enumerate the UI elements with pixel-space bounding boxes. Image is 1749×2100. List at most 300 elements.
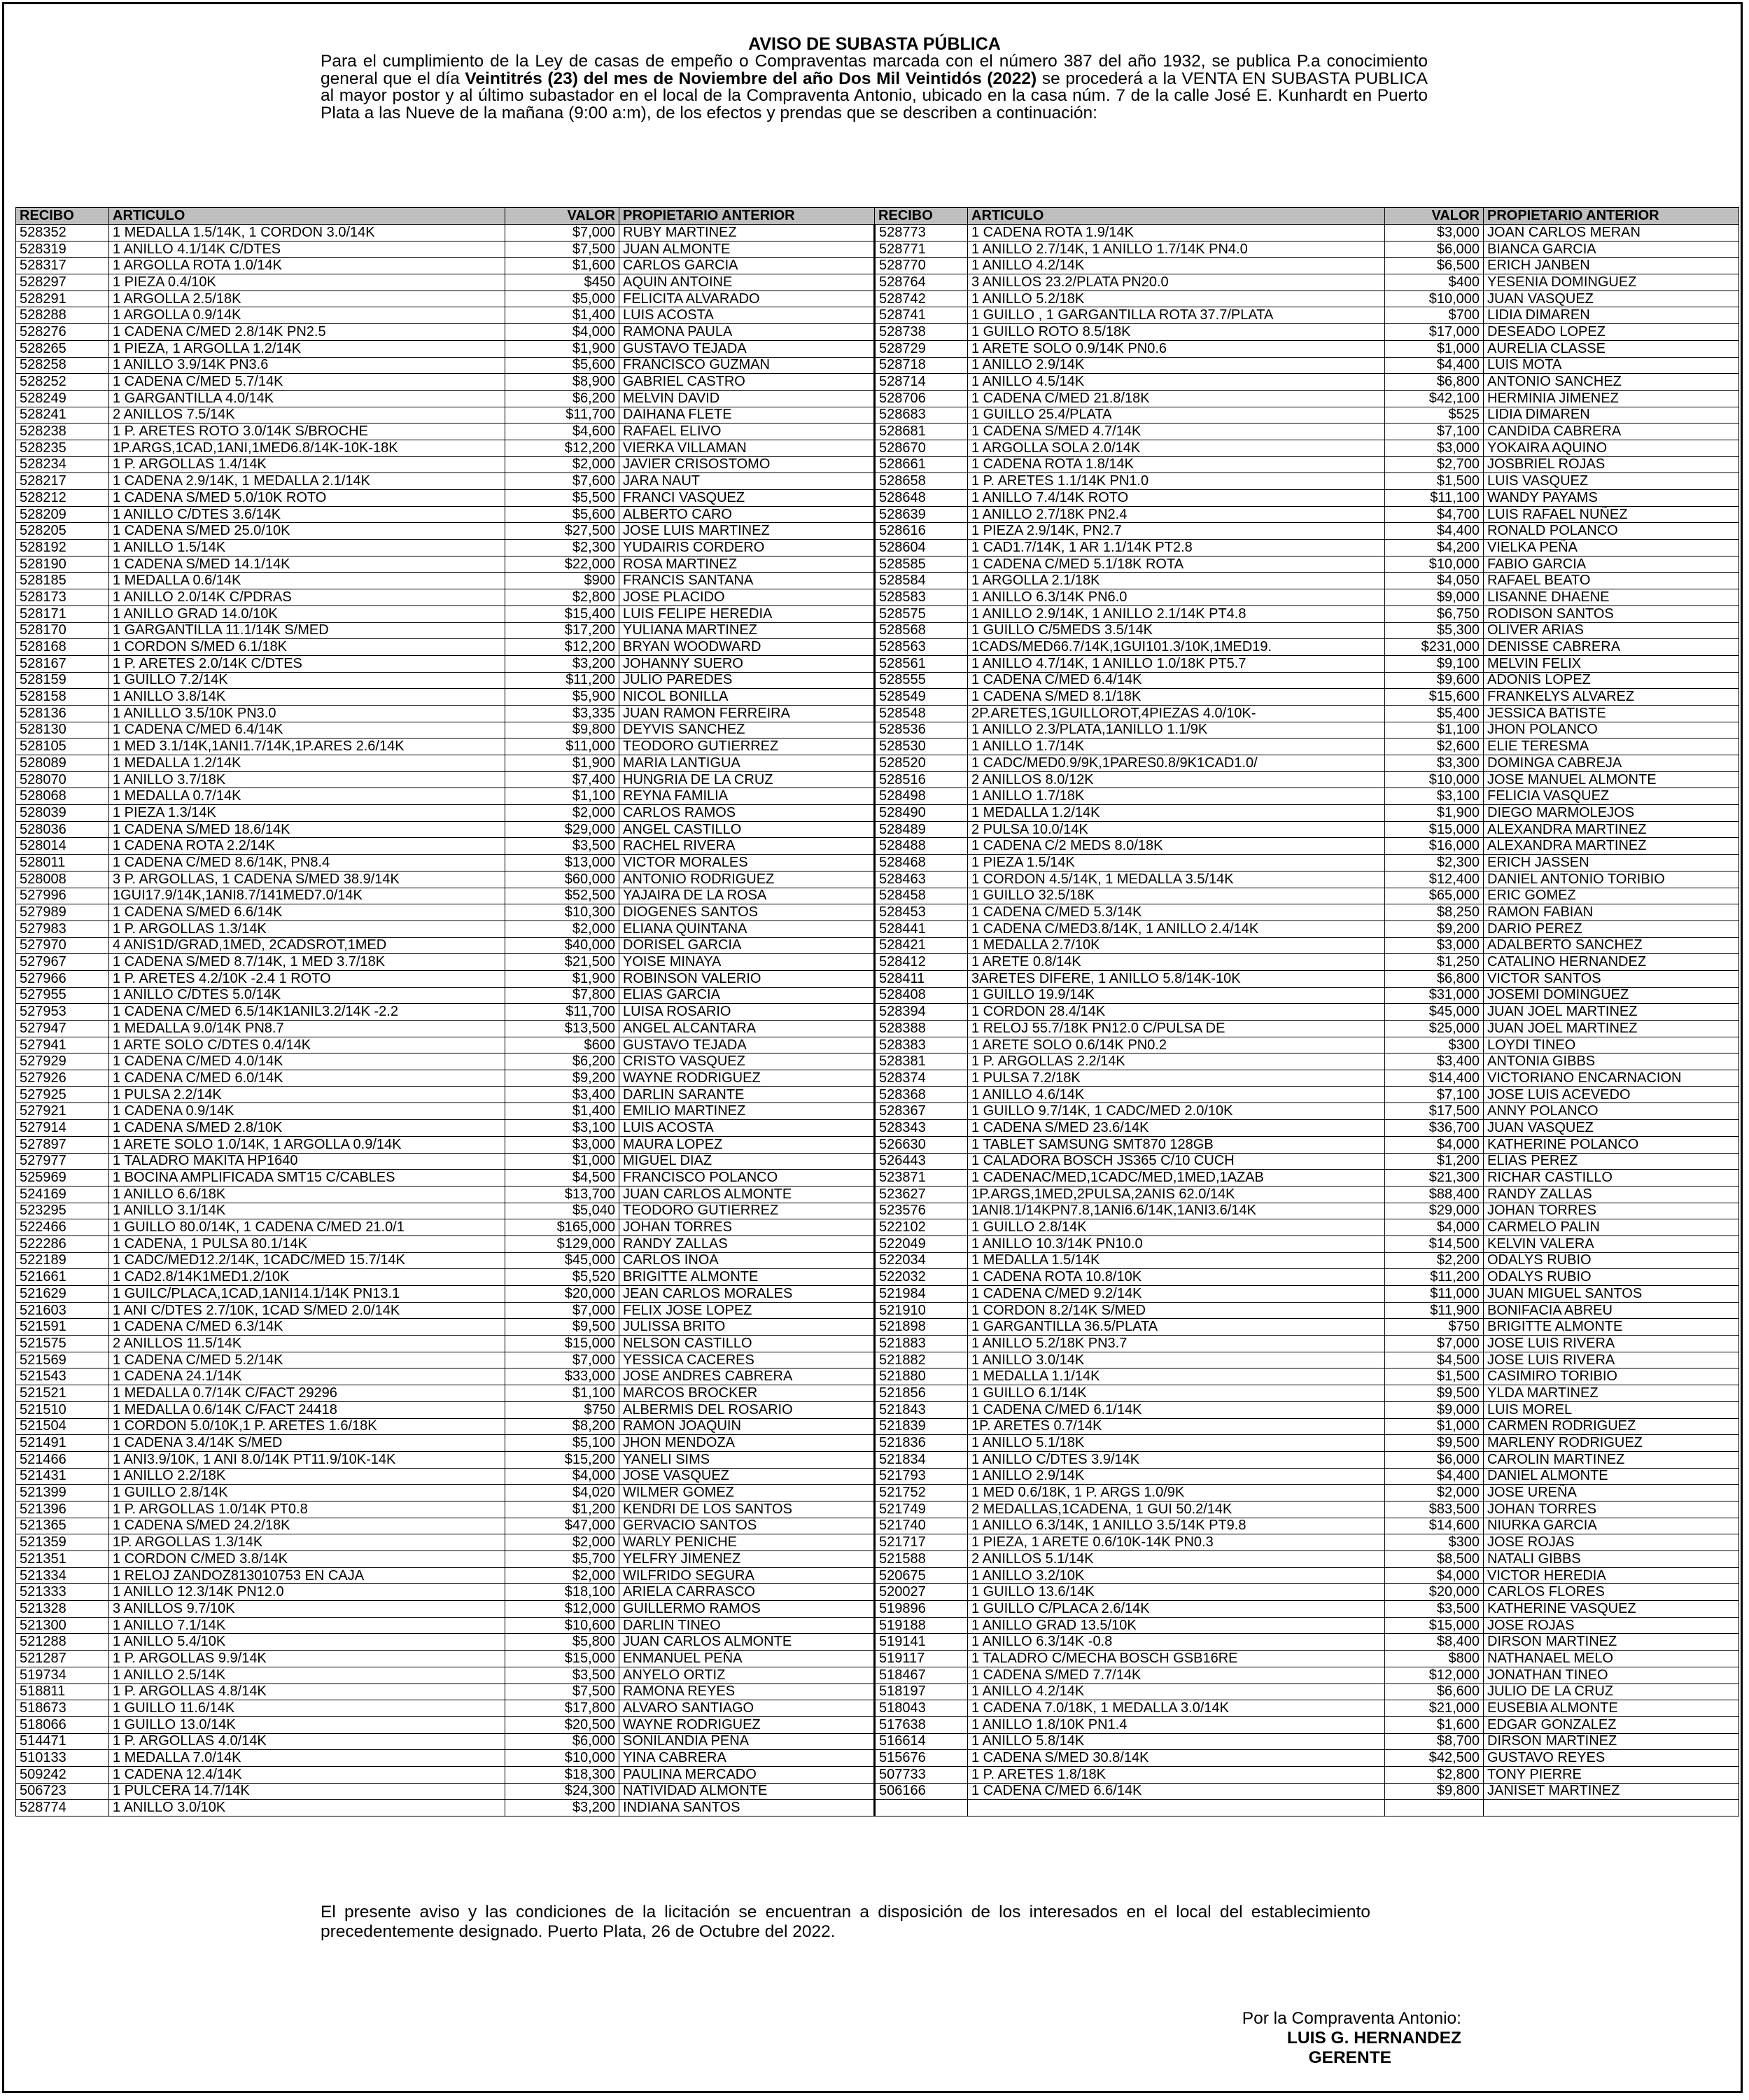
valor-cell: $20,500 [505, 1716, 619, 1733]
propietario-cell: ALVARO SANTIAGO [619, 1700, 875, 1717]
propietario-cell: ELIE TERESMA [1484, 738, 1739, 755]
articulo-cell: 1 P. ARGOLLAS 1.3/14K [109, 920, 505, 937]
articulo-cell: 1 MEDALLA 2.7/10K [968, 937, 1385, 954]
recibo-cell: 528468 [875, 855, 968, 872]
recibo-cell: 527967 [16, 954, 109, 971]
valor-cell: $9,200 [505, 1070, 619, 1087]
valor-cell: $9,000 [1385, 1401, 1484, 1418]
propietario-cell: JOHAN TORRES [619, 1219, 875, 1236]
articulo-cell: 1 ANILLO 3.8/14K [109, 689, 505, 706]
recibo-cell: 528490 [875, 805, 968, 822]
propietario-cell: WANDY PAYAMS [1484, 490, 1739, 507]
articulo-cell: 2 ANILLOS 8.0/12K [968, 771, 1385, 788]
recibo-cell: 521543 [16, 1368, 109, 1385]
valor-cell: $11,100 [1385, 490, 1484, 507]
valor-cell: $10,600 [505, 1617, 619, 1634]
recibo-cell: 528453 [875, 904, 968, 921]
propietario-cell: WILFRIDO SEGURA [619, 1567, 875, 1584]
propietario-cell: CARLOS GARCIA [619, 258, 875, 274]
table-row [16, 490, 1739, 507]
recibo-cell: 528681 [875, 424, 968, 440]
recibo-cell: 521569 [16, 1352, 109, 1368]
articulo-cell: 1 CADENA C/MED 6.3/14K [109, 1319, 505, 1336]
recibo-cell: 528297 [16, 274, 109, 291]
valor-cell: $5,600 [505, 357, 619, 374]
propietario-cell: LOYDI TINEO [1484, 1037, 1739, 1054]
recibo-cell: 528764 [875, 274, 968, 291]
propietario-cell: REYNA FAMILIA [619, 788, 875, 805]
propietario-cell: VIERKA VILLAMAN [619, 440, 875, 456]
propietario-cell: HERMINIA JIMENEZ [1484, 390, 1739, 407]
propietario-cell: TONY PIERRE [1484, 1766, 1739, 1783]
recibo-cell: 528516 [875, 771, 968, 788]
col-header-propietario: PROPIETARIO ANTERIOR [1484, 208, 1739, 225]
propietario-cell [1484, 1800, 1739, 1816]
recibo-cell: 518811 [16, 1684, 109, 1700]
recibo-cell: 528249 [16, 390, 109, 407]
valor-cell: $3,000 [1385, 440, 1484, 456]
propietario-cell: GABRIEL CASTRO [619, 374, 875, 391]
recibo-cell: 518043 [875, 1700, 968, 1717]
valor-cell: $2,800 [505, 589, 619, 606]
valor-cell: $1,900 [505, 340, 619, 357]
table-row [16, 1716, 1739, 1733]
recibo-cell: 526630 [875, 1136, 968, 1153]
recibo-cell: 519141 [875, 1634, 968, 1651]
recibo-cell: 528718 [875, 357, 968, 374]
valor-cell: $4,200 [1385, 540, 1484, 556]
valor-cell: $3,300 [1385, 755, 1484, 772]
recibo-cell: 528738 [875, 324, 968, 341]
propietario-cell: ROSA MARTINEZ [619, 556, 875, 573]
valor-cell: $27,500 [505, 523, 619, 540]
recibo-cell: 528014 [16, 838, 109, 855]
valor-cell: $11,000 [1385, 1286, 1484, 1303]
articulo-cell: 1 P. ARETES 1.1/14K PN1.0 [968, 473, 1385, 490]
propietario-cell: JULISSA BRITO [619, 1319, 875, 1336]
propietario-cell: DENISSE CABRERA [1484, 639, 1739, 656]
propietario-cell: BRIGITTE ALMONTE [1484, 1319, 1739, 1336]
valor-cell: $2,000 [505, 1567, 619, 1584]
recibo-cell: 528168 [16, 639, 109, 656]
articulo-cell: 2 PULSA 10.0/14K [968, 821, 1385, 838]
recibo-cell: 528008 [16, 871, 109, 888]
table-row [16, 855, 1739, 872]
recibo-cell: 523295 [16, 1203, 109, 1219]
articulo-cell: 1 ANILLO 2.3/PLATA,1ANILLO 1.1/9K [968, 722, 1385, 738]
valor-cell: $1,900 [505, 970, 619, 987]
table-row [16, 1236, 1739, 1252]
articulo-cell: 1GUI17.9/14K,1ANI8.7/141MED7.0/14K [109, 888, 505, 904]
valor-cell: $1,100 [1385, 722, 1484, 738]
recibo-cell: 521396 [16, 1501, 109, 1518]
valor-cell: $7,100 [1385, 424, 1484, 440]
articulo-cell: 1 PULSA 2.2/14K [109, 1086, 505, 1103]
articulo-cell: 1 CADENA, 1 PULSA 80.1/14K [109, 1236, 505, 1252]
table-row [16, 225, 1739, 241]
table-row [16, 970, 1739, 987]
table-row [16, 805, 1739, 822]
recibo-cell: 528616 [875, 523, 968, 540]
recibo-cell: 517638 [875, 1716, 968, 1733]
recibo-cell: 527983 [16, 920, 109, 937]
valor-cell: $3,500 [1385, 1601, 1484, 1618]
propietario-cell: ALBERTO CARO [619, 506, 875, 523]
propietario-cell: JOSE LUIS RIVERA [1484, 1352, 1739, 1368]
signer-role: GERENTE [1308, 2048, 1391, 2067]
valor-cell: $9,800 [1385, 1783, 1484, 1800]
articulo-cell: 1 GUILC/PLACA,1CAD,1ANI14.1/14K PN13.1 [109, 1286, 505, 1303]
col-header-recibo: RECIBO [16, 208, 109, 225]
table-row [16, 1468, 1739, 1485]
recibo-cell: 520027 [875, 1584, 968, 1601]
table-row [16, 1136, 1739, 1153]
articulo-cell: 1 CADENA S/MED 7.7/14K [968, 1667, 1385, 1684]
valor-cell: $17,200 [505, 622, 619, 639]
articulo-cell: 1 ANILLO 3.9/14K PN3.6 [109, 357, 505, 374]
valor-cell: $1,200 [1385, 1153, 1484, 1170]
articulo-cell: 1 CALADORA BOSCH JS365 C/10 CUCH [968, 1153, 1385, 1170]
articulo-cell [968, 1800, 1385, 1816]
articulo-cell: 1 P. ARETES ROTO 3.0/14K S/BROCHE [109, 424, 505, 440]
propietario-cell: GUSTAVO REYES [1484, 1750, 1739, 1767]
recibo-cell: 527955 [16, 987, 109, 1004]
recibo-cell: 528488 [875, 838, 968, 855]
propietario-cell: EUSEBIA ALMONTE [1484, 1700, 1739, 1717]
table-row [16, 722, 1739, 738]
valor-cell: $5,300 [1385, 622, 1484, 639]
articulo-cell: 1 ANILLO 7.1/14K [109, 1617, 505, 1634]
recibo-cell: 521521 [16, 1385, 109, 1402]
propietario-cell: INDIANA SANTOS [619, 1800, 875, 1816]
recibo-cell: 528170 [16, 622, 109, 639]
recibo-cell: 528276 [16, 324, 109, 341]
valor-cell: $14,400 [1385, 1070, 1484, 1087]
articulo-cell: 2 MEDALLAS,1CADENA, 1 GUI 50.2/14K [968, 1501, 1385, 1518]
recibo-cell: 528489 [875, 821, 968, 838]
table-row [16, 1435, 1739, 1452]
valor-cell: $11,200 [1385, 1269, 1484, 1286]
valor-cell: $300 [1385, 1037, 1484, 1054]
recibo-cell: 522466 [16, 1219, 109, 1236]
propietario-cell: BRYAN WOODWARD [619, 639, 875, 656]
valor-cell: $9,500 [1385, 1385, 1484, 1402]
recibo-cell: 521491 [16, 1435, 109, 1452]
valor-cell: $3,000 [505, 1136, 619, 1153]
valor-cell: $8,700 [1385, 1733, 1484, 1750]
recibo-cell: 528742 [875, 290, 968, 307]
recibo-cell: 521510 [16, 1401, 109, 1418]
articulo-cell: 1 MEDALLA 9.0/14K PN8.7 [109, 1021, 505, 1037]
propietario-cell: JULIO PAREDES [619, 672, 875, 689]
valor-cell: $4,400 [1385, 1468, 1484, 1485]
table-row [16, 1451, 1739, 1468]
articulo-cell: 1 P. ARGOLLAS 4.0/14K [109, 1733, 505, 1750]
valor-cell: $3,500 [505, 1667, 619, 1684]
valor-cell: $12,200 [505, 440, 619, 456]
table-row [16, 1750, 1739, 1767]
articulo-cell: 1 CORDON 8.2/14K S/MED [968, 1302, 1385, 1319]
notice-intro [321, 53, 1428, 122]
col-header-articulo: ARTICULO [109, 208, 505, 225]
table-row [16, 771, 1739, 788]
articulo-cell: 1 GUILLO C/5MEDS 3.5/14K [968, 622, 1385, 639]
recibo-cell: 519117 [875, 1651, 968, 1667]
valor-cell: $12,000 [505, 1601, 619, 1618]
articulo-cell: 1 ANILLO 3.7/18K [109, 771, 505, 788]
propietario-cell: RICHAR CASTILLO [1484, 1170, 1739, 1186]
valor-cell: $2,200 [1385, 1252, 1484, 1269]
valor-cell: $20,000 [1385, 1584, 1484, 1601]
propietario-cell: CATALINO HERNANDEZ [1484, 954, 1739, 971]
propietario-cell: ODALYS RUBIO [1484, 1252, 1739, 1269]
recibo-cell: 528368 [875, 1086, 968, 1103]
articulo-cell: 1 CORDON 4.5/14K, 1 MEDALLA 3.5/14K [968, 871, 1385, 888]
propietario-cell: LIDIA DIMAREN [1484, 307, 1739, 324]
table-row [16, 1601, 1739, 1618]
valor-cell: $750 [1385, 1319, 1484, 1336]
table-row [16, 1684, 1739, 1700]
propietario-cell: RAMONA PAULA [619, 324, 875, 341]
valor-cell: $18,300 [505, 1766, 619, 1783]
recibo-cell: 528070 [16, 771, 109, 788]
notice-title: AVISO DE SUBASTA PÚBLICA [748, 34, 1001, 54]
articulo-cell: 1 GUILLO 19.9/14K [968, 987, 1385, 1004]
articulo-cell: 1 CADENA S/MED 24.2/18K [109, 1518, 505, 1534]
articulo-cell: 1 ANILLO C/DTES 3.9/14K [968, 1451, 1385, 1468]
propietario-cell: DANIEL ANTONIO TORIBIO [1484, 871, 1739, 888]
valor-cell: $14,500 [1385, 1236, 1484, 1252]
valor-cell: $15,000 [505, 1651, 619, 1667]
articulo-cell: 1 ANILLO 1.7/14K [968, 738, 1385, 755]
table-row [16, 1286, 1739, 1303]
valor-cell: $15,000 [505, 1336, 619, 1352]
table-row [16, 655, 1739, 672]
recibo-cell: 528714 [875, 374, 968, 391]
table-row [16, 1485, 1739, 1502]
recibo-cell: 528441 [875, 920, 968, 937]
notice-closing-text: El presente aviso y las condiciones de la licitación se encuentran a disposición de los interesados en el local del establecimiento precedentemente designado. Puerto Plata, 26 de Octubre del 2022. [321, 1903, 1370, 1941]
table-row [16, 440, 1739, 456]
recibo-cell: 514471 [16, 1733, 109, 1750]
table-row [16, 1534, 1739, 1551]
valor-cell: $800 [1385, 1651, 1484, 1667]
propietario-cell: EDGAR GONZALEZ [1484, 1716, 1739, 1733]
propietario-cell: JOSE LUIS MARTINEZ [619, 523, 875, 540]
table-row [16, 324, 1739, 341]
articulo-cell: 1 PULSA 7.2/18K [968, 1070, 1385, 1087]
articulo-cell: 1 ANILLO 3.0/14K [968, 1352, 1385, 1368]
propietario-cell: NICOL BONILLA [619, 689, 875, 706]
table-row [16, 904, 1739, 921]
table-row [16, 1120, 1739, 1137]
propietario-cell: LISANNE DHAENE [1484, 589, 1739, 606]
valor-cell: $3,100 [505, 1120, 619, 1137]
table-row [16, 1800, 1739, 1816]
valor-cell: $7,600 [505, 473, 619, 490]
propietario-cell: JUAN MIGUEL SANTOS [1484, 1286, 1739, 1303]
table-row [16, 1385, 1739, 1402]
recibo-cell: 518197 [875, 1684, 968, 1700]
propietario-cell: RAFAEL BEATO [1484, 573, 1739, 589]
propietario-cell: MARLENY RODRIGUEZ [1484, 1435, 1739, 1452]
propietario-cell: LUIS MOREL [1484, 1401, 1739, 1418]
articulo-cell: 1 ANILLO 10.3/14K PN10.0 [968, 1236, 1385, 1252]
articulo-cell: 1 P. ARGOLLAS 1.0/14K PT0.8 [109, 1501, 505, 1518]
propietario-cell: VIELKA PEÑA [1484, 540, 1739, 556]
valor-cell: $4,700 [1385, 506, 1484, 523]
propietario-cell: FABIO GARCIA [1484, 556, 1739, 573]
recibo-cell: 507733 [875, 1766, 968, 1783]
propietario-cell: JOSBRIEL ROJAS [1484, 456, 1739, 473]
recibo-cell: 521910 [875, 1302, 968, 1319]
valor-cell: $4,000 [505, 324, 619, 341]
propietario-cell: OLIVER ARIAS [1484, 622, 1739, 639]
valor-cell: $10,000 [505, 1750, 619, 1767]
recibo-cell: 516614 [875, 1733, 968, 1750]
recibo-cell: 528648 [875, 490, 968, 507]
propietario-cell: JUAN JOEL MARTINEZ [1484, 1004, 1739, 1021]
articulo-cell: 3 ANILLOS 23.2/PLATA PN20.0 [968, 274, 1385, 291]
articulo-cell: 1 MEDALLA 1.5/14K, 1 CORDON 3.0/14K [109, 225, 505, 241]
table-row [16, 1054, 1739, 1070]
articulo-cell: 1 MED 0.6/18K, 1 P. ARGS 1.0/9K [968, 1485, 1385, 1502]
articulo-cell: 1 ANILLO 3.2/10K [968, 1567, 1385, 1584]
valor-cell: $3,100 [1385, 788, 1484, 805]
valor-cell: $2,000 [505, 456, 619, 473]
propietario-cell: MELVIN FELIX [1484, 655, 1739, 672]
valor-cell: $15,400 [505, 606, 619, 622]
articulo-cell: 1 ANILLO 6.3/14K PN6.0 [968, 589, 1385, 606]
recibo-cell: 527925 [16, 1086, 109, 1103]
articulo-cell: 1 MEDALLA 0.7/14K C/FACT 29296 [109, 1385, 505, 1402]
propietario-cell: JOSE PLACIDO [619, 589, 875, 606]
articulo-cell: 1 ANILLO 12.3/14K PN12.0 [109, 1584, 505, 1601]
col-header-recibo: RECIBO [875, 208, 968, 225]
articulo-cell: 1 ANILLO 4.6/14K [968, 1086, 1385, 1103]
recibo-cell: 519734 [16, 1667, 109, 1684]
recibo-cell: 527953 [16, 1004, 109, 1021]
articulo-cell: 1 PIEZA 1.5/14K [968, 855, 1385, 872]
articulo-cell: 1 GARGANTILLA 11.1/14K S/MED [109, 622, 505, 639]
valor-cell: $45,000 [505, 1252, 619, 1269]
articulo-cell: 1 ARGOLLA SOLA 2.0/14K [968, 440, 1385, 456]
propietario-cell: YESENIA DOMINGUEZ [1484, 274, 1739, 291]
articulo-cell: 1 GUILLO , 1 GARGANTILLA ROTA 37.7/PLATA [968, 307, 1385, 324]
articulo-cell: 1 GARGANTILLA 4.0/14K [109, 390, 505, 407]
recibo-cell: 521749 [875, 1501, 968, 1518]
propietario-cell: JOSE MANUEL ALMONTE [1484, 771, 1739, 788]
recibo-cell: 521882 [875, 1352, 968, 1368]
recibo-cell: 528408 [875, 987, 968, 1004]
propietario-cell: ALEXANDRA MARTINEZ [1484, 821, 1739, 838]
recibo-cell: 528343 [875, 1120, 968, 1137]
propietario-cell: YULIANA MARTINEZ [619, 622, 875, 639]
articulo-cell: 1 GUILLO ROTO 8.5/18K [968, 324, 1385, 341]
valor-cell: $2,600 [1385, 738, 1484, 755]
table-row [16, 937, 1739, 954]
articulo-cell: 3 P. ARGOLLAS, 1 CADENA S/MED 38.9/14K [109, 871, 505, 888]
recibo-cell: 521334 [16, 1567, 109, 1584]
articulo-cell: 1 CADENA C/MED 5.1/18K ROTA [968, 556, 1385, 573]
propietario-cell: JOSE LUIS ACEVEDO [1484, 1086, 1739, 1103]
recibo-cell: 528561 [875, 655, 968, 672]
recibo-cell: 528548 [875, 705, 968, 722]
recibo-cell: 521717 [875, 1534, 968, 1551]
articulo-cell: 1 ANILLO 4.7/14K, 1 ANILLO 1.0/18K PT5.7 [968, 655, 1385, 672]
valor-cell: $400 [1385, 274, 1484, 291]
valor-cell: $5,700 [505, 1551, 619, 1568]
propietario-cell: JONATHAN TINEO [1484, 1667, 1739, 1684]
propietario-cell: ERICH JASSEN [1484, 855, 1739, 872]
propietario-cell: CAROLIN MARTINEZ [1484, 1451, 1739, 1468]
articulo-cell: 1 ANILLLO 3.5/10K PN3.0 [109, 705, 505, 722]
recibo-cell: 521287 [16, 1651, 109, 1667]
recibo-cell: 527947 [16, 1021, 109, 1037]
valor-cell: $21,300 [1385, 1170, 1484, 1186]
table-row [16, 307, 1739, 324]
valor-cell: $2,700 [1385, 456, 1484, 473]
propietario-cell: NIURKA GARCIA [1484, 1518, 1739, 1534]
valor-cell: $21,500 [505, 954, 619, 971]
valor-cell: $18,100 [505, 1584, 619, 1601]
recibo-cell: 528421 [875, 937, 968, 954]
table-row [16, 888, 1739, 904]
articulo-cell: 1 CADENA S/MED 6.6/14K [109, 904, 505, 921]
recibo-cell: 527970 [16, 937, 109, 954]
propietario-cell: ANTONIO SANCHEZ [1484, 374, 1739, 391]
recibo-cell: 528185 [16, 573, 109, 589]
articulo-cell: 1 CAD1.7/14K, 1 AR 1.1/14K PT2.8 [968, 540, 1385, 556]
propietario-cell: DAIHANA FLETE [619, 407, 875, 424]
table-row [16, 357, 1739, 374]
recibo-cell: 521984 [875, 1286, 968, 1303]
valor-cell: $47,000 [505, 1518, 619, 1534]
articulo-cell: 1 GUILLO C/PLACA 2.6/14K [968, 1601, 1385, 1618]
valor-cell: $600 [505, 1037, 619, 1054]
valor-cell: $4,000 [505, 1468, 619, 1485]
recibo-cell: 528741 [875, 307, 968, 324]
articulo-cell: 1 CORDON C/MED 3.8/14K [109, 1551, 505, 1568]
recibo-cell: 528770 [875, 258, 968, 274]
propietario-cell: WAYNE RODRIGUEZ [619, 1716, 875, 1733]
articulo-cell: 1 ANILLO 2.7/18K PN2.4 [968, 506, 1385, 523]
table-row [16, 1634, 1739, 1651]
articulo-cell: 1 CORDON S/MED 6.1/18K [109, 639, 505, 656]
valor-cell: $9,600 [1385, 672, 1484, 689]
propietario-cell: YLDA MARTINEZ [1484, 1385, 1739, 1402]
articulo-cell: 2 ANILLOS 7.5/14K [109, 407, 505, 424]
table-row [16, 258, 1739, 274]
propietario-cell: TEODORO GUTIERREZ [619, 1203, 875, 1219]
table-row [16, 1766, 1739, 1783]
recibo-cell: 521834 [875, 1451, 968, 1468]
valor-cell: $2,000 [505, 920, 619, 937]
articulo-cell: 2P.ARETES,1GUILLOROT,4PIEZAS 4.0/10K- [968, 705, 1385, 722]
valor-cell: $6,000 [1385, 1451, 1484, 1468]
articulo-cell: 1 CADENA ROTA 10.8/10K [968, 1269, 1385, 1286]
recibo-cell: 528235 [16, 440, 109, 456]
recibo-cell: 528252 [16, 374, 109, 391]
articulo-cell: 1 P. ARETES 4.2/10K -2.4 1 ROTO [109, 970, 505, 987]
valor-cell: $2,800 [1385, 1766, 1484, 1783]
articulo-cell: 1 ANILLO 1.5/14K [109, 540, 505, 556]
propietario-cell: FRANKELYS ALVAREZ [1484, 689, 1739, 706]
articulo-cell: 1 PIEZA, 1 ARGOLLA 1.2/14K [109, 340, 505, 357]
articulo-cell: 1 ANILLO 2.9/14K [968, 357, 1385, 374]
recibo-cell: 526443 [875, 1153, 968, 1170]
col-header-valor: VALOR [1385, 208, 1484, 225]
